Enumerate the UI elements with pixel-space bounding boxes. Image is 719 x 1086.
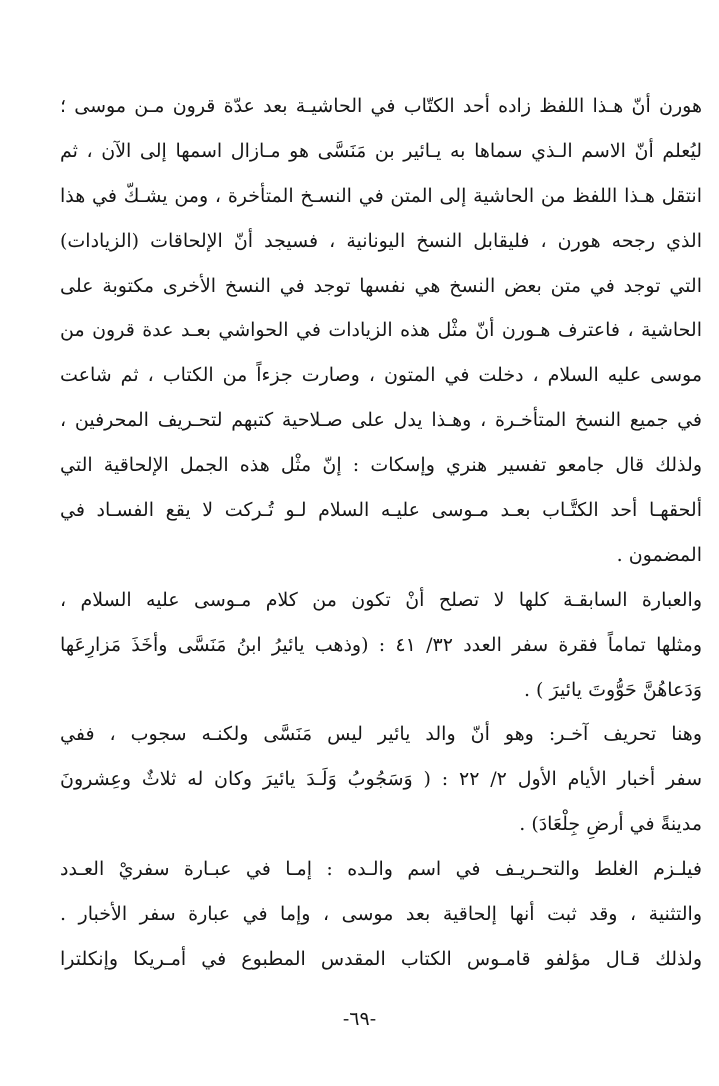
body-text [60, 84, 702, 982]
text-line-14: وَدَعاهُنَّ حَوُّوتَ يائيرَ ) . [523, 678, 702, 701]
text-line-1: هورن أنّ هـذا اللفظ زاده أحد الكتّاب في الحاشيـة بعد عدّة قرون مـن موسى ؛ [60, 95, 702, 117]
text-line-5: التي توجد في متن بعض النسخ هي نفسها توجد في النسخ الأخرى مكتوبة على [60, 274, 702, 297]
text-line-7: موسى عليه السلام ، دخلت في المتون ، وصارت جزءاً من الكتاب ، ثم شاعت [60, 364, 702, 387]
text-line-12: والعبارة السابقـة كلها لا تصلح أنْ تكون من كلام مـوسى عليه السلام ، [60, 588, 702, 611]
text-line-6: الحاشية ، فاعترف هـورن أنّ مثْل هذه الزيادات في الحواشي بعـد عدة قرون من [60, 319, 702, 342]
text-line-16: سفر أخبار الأيام الأول ٢/ ٢٢ : ( وَسَجُوبُ وَلَـدَ يائيرَ وكان له ثلاثٌ وعِشرونَ [60, 768, 702, 791]
text-line-10: ألحقهـا أحد الكتَّـاب بعـد مـوسى عليـه السلام لـو تُـركت لا يقع الفسـاد في [60, 499, 702, 522]
text-line-17: مدينةً في أرضِ جِلْعَادَ) . [519, 813, 702, 836]
text-line-4: الذي رجحه هورن ، فليقابل النسخ اليونانية ، فسيجد أنّ الإلحاقات (الزيادات) [60, 229, 702, 252]
page-number: -٦٩- [342, 1008, 377, 1030]
text-line-9: ولذلك قال جامعو تفسير هنري وإسكات : إنّ مثْل هذه الجمل الإلحاقية التي [60, 454, 702, 477]
text-line-2: ليُعلم أنّ الاسم الـذي سماها به يـائير بن مَنَسَّى هو مـازال اسمها إلى الآن ، ثم [60, 139, 702, 162]
text-line-8: في جميع النسخ المتأخـرة ، وهـذا يدل على صـلاحية كتبهم لتحـريف المحرفين ، [60, 409, 702, 432]
text-line-3: انتقل هـذا اللفظ من الحاشية إلى المتن في النسـخ المتأخرة ، ومن يشـكّ في هذا [60, 184, 702, 207]
text-line-15: وهنا تحريف آخـر: وهو أنّ والد يائير ليس مَنَسَّى ولكنـه سجوب ، ففي [60, 723, 702, 746]
text-line-11: المضمون . [616, 543, 702, 566]
text-line-19: والتثنية ، وقد ثبت أنها إلحاقية بعد موسى ، وإما في عبارة سفر الأخبار . [60, 903, 702, 926]
text-line-13: ومثلها تماماً فقرة سفر العدد ٣٢/ ٤١ : (وذهب يائيرُ ابنُ مَنَسَّى وأخَذَ مَزارِعَها [60, 633, 702, 656]
text-line-18: فيلـزم الغلط والتحـريـف في اسم والـده : إمـا في عبـارة سفريْ العـدد [60, 858, 702, 881]
text-line-20: ولذلك قـال مؤلفو قامـوس الكتاب المقدس المطبوع في أمـريكا وإنكلترا [60, 947, 702, 970]
